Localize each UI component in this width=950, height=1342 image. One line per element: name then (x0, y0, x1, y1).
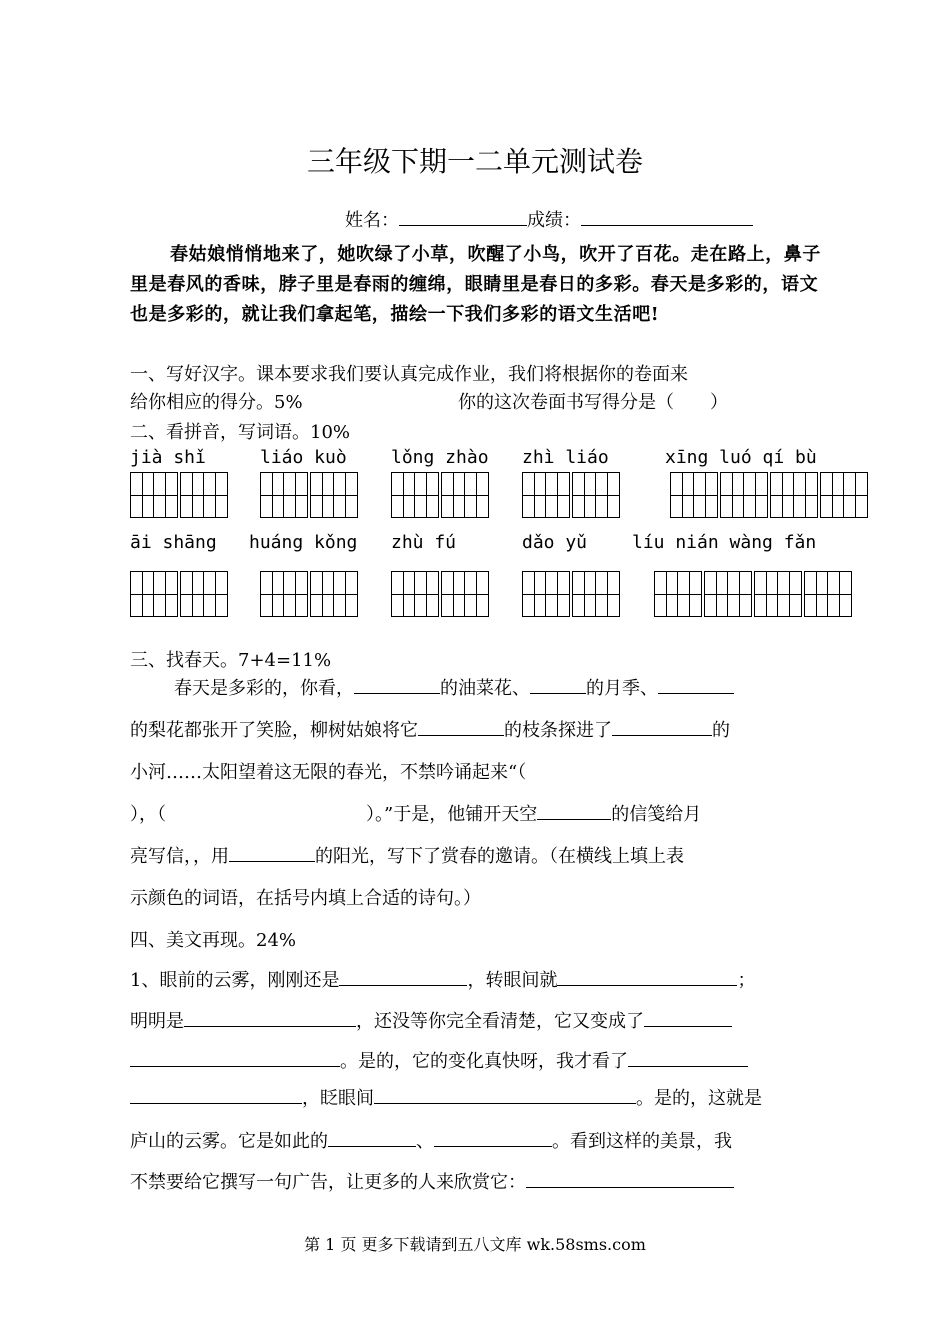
text: ）。”于是，他铺开天空 (366, 804, 538, 825)
section4-line3 (130, 1047, 748, 1073)
writing-grid[interactable] (391, 472, 489, 518)
section3-line3: 小河……太阳望着这无限的春光，不禁吟诵起来“（ (130, 762, 527, 783)
text: ），（ (130, 804, 166, 825)
answer-blank[interactable] (130, 1085, 302, 1104)
text: 的阳光，写下了赏春的邀请。（在横线上填上表 (315, 846, 684, 867)
page-title: 三年级下期一二单元测试卷 (306, 145, 643, 178)
section1-line2b: 你的这次卷面书写得分是（ ） (458, 392, 728, 413)
pinyin-label: zhù fú (391, 532, 457, 553)
pinyin-label: āi shāng (130, 532, 217, 553)
answer-blank[interactable] (229, 843, 315, 862)
text: 的 (712, 720, 730, 741)
name-score-line (345, 206, 753, 232)
pinyin-label: xīng luó qí bù (665, 447, 817, 468)
writing-grid[interactable] (522, 571, 620, 617)
name-label: 姓名： (345, 210, 399, 231)
section4-line2 (130, 1007, 732, 1033)
writing-grid[interactable] (130, 571, 228, 617)
pinyin-label: dǎo yǔ (522, 532, 588, 553)
text: ，转眼间就 (467, 970, 558, 991)
writing-grid[interactable] (522, 472, 620, 518)
pinyin-label: zhì liáo (522, 447, 609, 468)
writing-grid[interactable] (391, 571, 489, 617)
pinyin-label: lǒng zhào (391, 447, 489, 468)
section1-line1: 一、写好汉字。课本要求我们要认真完成作业，我们将根据你的卷面来 (130, 364, 688, 385)
text: 。是的，这就是 (636, 1088, 762, 1109)
answer-blank[interactable] (328, 1128, 416, 1147)
text: 春天是多彩的，你看， (174, 678, 354, 699)
section3-line1 (174, 674, 734, 700)
pinyin-label: liáo kuò (260, 447, 347, 468)
section3-line2 (130, 716, 730, 742)
text: 的梨花都张开了笑脸，柳树姑娘将它 (130, 720, 418, 741)
section3-line5 (130, 842, 684, 868)
section1-line2a: 给你相应的得分。5% (130, 392, 303, 413)
score-field[interactable] (581, 207, 753, 226)
pinyin-label: líu nián wàng fǎn (632, 532, 817, 553)
name-field[interactable] (399, 207, 527, 226)
text: 庐山的云雾。它是如此的 (130, 1131, 328, 1152)
section4-line5 (130, 1127, 732, 1153)
answer-blank[interactable] (526, 1169, 734, 1188)
answer-blank[interactable] (644, 1008, 732, 1027)
section2-heading: 二、看拼音，写词语。10% (130, 422, 351, 443)
score-label: 成绩： (527, 210, 581, 231)
writing-grid[interactable] (260, 571, 358, 617)
section3-heading: 三、找春天。7+4=11% (130, 650, 332, 671)
text: 不禁要给它撰写一句广告，让更多的人来欣赏它： (130, 1172, 526, 1193)
answer-blank[interactable] (537, 801, 611, 820)
pinyin-label: jià shǐ (130, 447, 206, 468)
answer-blank[interactable] (130, 1048, 340, 1067)
answer-blank[interactable] (339, 967, 467, 986)
answer-blank[interactable] (658, 675, 734, 694)
writing-grid[interactable] (130, 472, 228, 518)
text: 、 (416, 1131, 434, 1152)
section4-line1 (130, 966, 755, 992)
text: 1、眼前的云雾，刚刚还是 (130, 970, 340, 991)
answer-blank[interactable] (184, 1008, 356, 1027)
answer-blank[interactable] (434, 1128, 552, 1147)
pinyin-label: huáng kǒng (249, 532, 358, 553)
answer-blank[interactable] (628, 1048, 748, 1067)
text: 的信笺给月 (611, 804, 702, 825)
section3-line4 (130, 800, 701, 826)
section4-heading: 四、美文再现。24% (130, 930, 297, 951)
text: 。看到这样的美景，我 (552, 1131, 732, 1152)
answer-blank[interactable] (557, 967, 737, 986)
answer-blank[interactable] (418, 717, 504, 736)
text: 的月季、 (586, 678, 658, 699)
page-footer: 第 1 页 更多下载请到五八文库 wk.58sms.com (304, 1235, 646, 1254)
text: 的油菜花、 (440, 678, 530, 699)
text: ； (737, 970, 756, 991)
text: ，还没等你完全看清楚，它又变成了 (356, 1011, 644, 1032)
answer-blank[interactable] (612, 717, 712, 736)
text: 亮写信，，用 (130, 846, 229, 867)
text: 的枝条探进了 (504, 720, 612, 741)
answer-blank[interactable] (374, 1085, 636, 1104)
text: ，眨眼间 (302, 1088, 374, 1109)
intro-paragraph: 春姑娘悄悄地来了，她吹绿了小草，吹醒了小鸟，吹开了百花。走在路上，鼻子里是春风的香味，脖子里是春雨的缠绵，眼睛里是春日的多彩。春天是多彩的，语文也是多彩的，就让我们拿起笔，描绘一下我们多彩的语文生活吧! (130, 244, 821, 325)
text: 明明是 (130, 1011, 184, 1032)
section4-line6 (130, 1168, 734, 1194)
answer-blank[interactable] (354, 675, 440, 694)
writing-grid[interactable] (654, 571, 852, 617)
answer-blank[interactable] (530, 675, 586, 694)
section3-line6: 示颜色的词语，在括号内填上合适的诗句。） (130, 888, 481, 909)
writing-grid[interactable] (670, 472, 868, 518)
text: 。是的，它的变化真快呀，我才看了 (340, 1051, 628, 1072)
writing-grid[interactable] (260, 472, 358, 518)
section4-line4 (130, 1084, 762, 1110)
